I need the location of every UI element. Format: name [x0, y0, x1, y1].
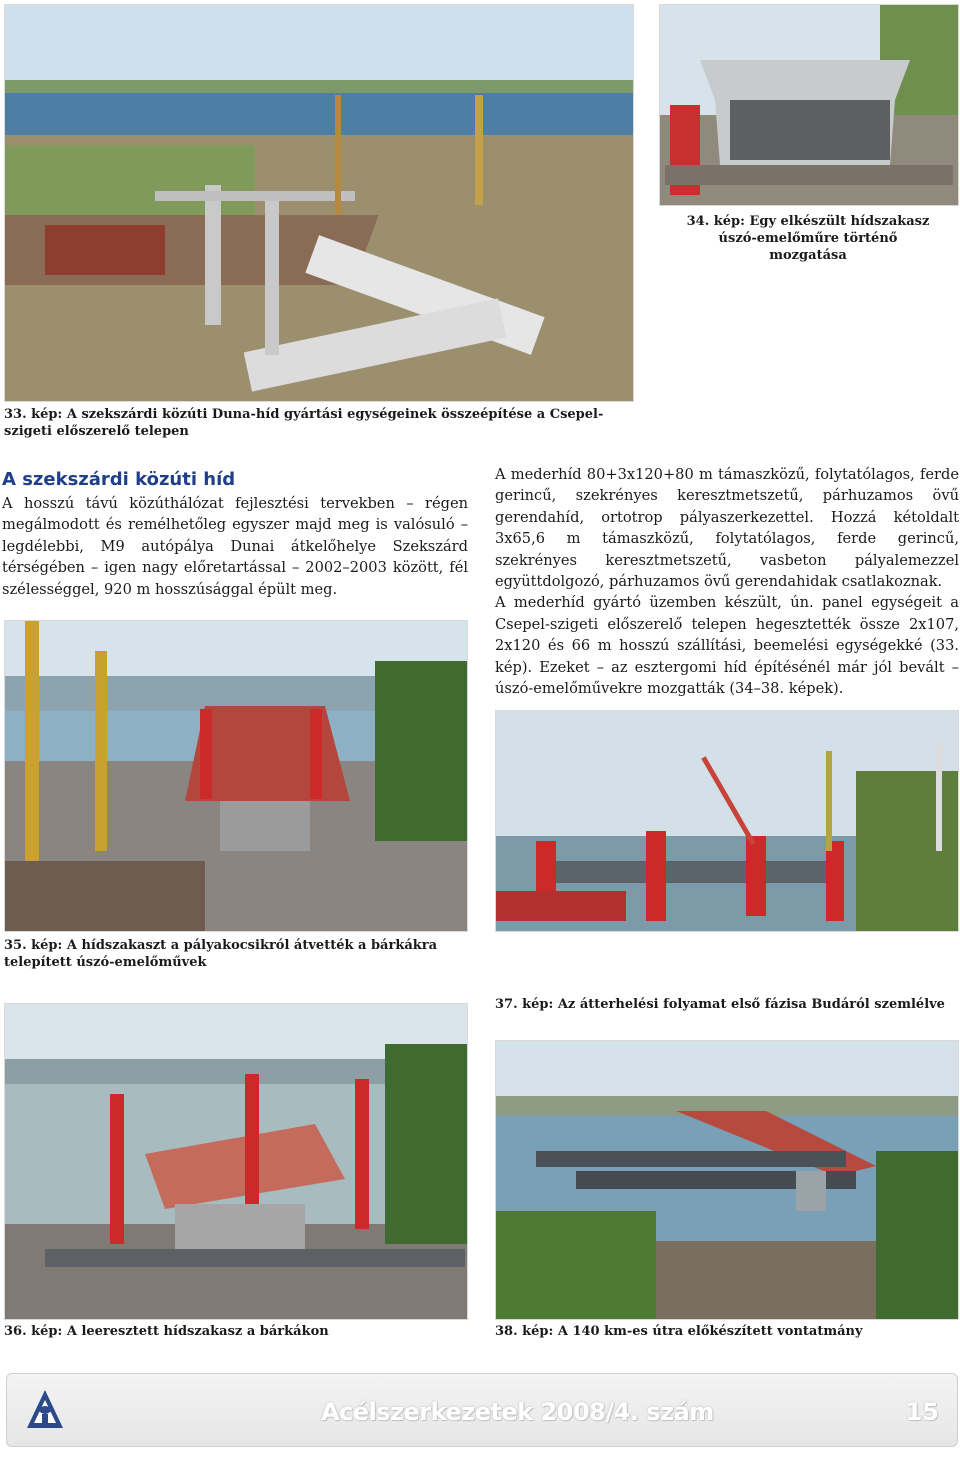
photo-36-lowered-section [4, 1003, 468, 1320]
article-title: A szekszárdi közúti híd [2, 469, 236, 490]
caption-34-line-3: mozgatása [769, 248, 847, 263]
caption-34 [659, 213, 957, 264]
magazine-name: Acélszerkezetek 2008/4. szám [321, 1398, 714, 1426]
caption-36: 36. kép: A leeresztett hídszakasz a bárkákon [4, 1324, 329, 1339]
photo-34-bridge-section [659, 4, 959, 206]
caption-35 [4, 937, 474, 971]
publisher-logo-icon [25, 1388, 65, 1432]
photo-33-assembly-yard [4, 4, 634, 402]
caption-34-line-2: úszó-emelőműre történő [718, 231, 898, 246]
article-right-paragraph-2: A mederhíd gyártó üzemben készült, ún. panel egységeit a Csepel-szigeti előszerelő telepen hegesztették össze 2x107, 2x120 és 66 m hosszú szállítási, beemelési egységekké (33. kép). Ezeket – az esztergomi híd építésénél már jól bevált – úszó-emelőművekre mozgatták (34–38. képek). [495, 594, 959, 698]
caption-34-line-1: 34. kép: Egy elkészült hídszakasz [686, 214, 930, 229]
page-number: 15 [905, 1398, 939, 1426]
caption-35-line-2: telepített úszó-emelőművek [4, 955, 207, 970]
article-right-paragraph-1: A mederhíd 80+3x120+80 m támaszközű, folytatólagos, ferde gerincű, szekrényes keresztmetszetű, párhuzamos övű gerendahíd, ortotrop pályaszerkezettel. Hozzá kétoldalt 3x65,6 m támaszközű, folytatólagos, ferde gerincű, szekrényes keresztmetszetű, vasbeton pályalemezzel együttdolgozó, párhuzamos övű gerendahidak csatlakoznak. [495, 466, 959, 591]
caption-38: 38. kép: A 140 km-es útra előkészített vontatmány [495, 1324, 863, 1339]
photo-37-transfer-phase [495, 710, 959, 932]
caption-37: 37. kép: Az átterhelési folyamat első fázisa Budáról szemlélve [495, 997, 945, 1012]
article-left-paragraph: A hosszú távú közúthálózat fejlesztési tervekben – régen megálmodott és remélhetőleg egyszer majd meg is valósuló – legdélebbi, M9 autópálya Dunai átkelőhelye Szekszárd térségében – igen nagy előretartással – 2002–2003 között, fél szélességgel, 920 m hosszúsággal épült meg. [2, 495, 468, 598]
photo-35-floating-lifts [4, 620, 468, 932]
article-right-column [495, 464, 959, 699]
page-footer [6, 1373, 958, 1447]
caption-33: 33. kép: A szekszárdi közúti Duna-híd gyártási egységeinek összeépítése a Csepel-szigeti előszerelő telepen [4, 407, 604, 439]
article-left-column [2, 493, 468, 600]
photo-38-convoy [495, 1040, 959, 1320]
caption-35-line-1: 35. kép: A hídszakaszt a pályakocsikról átvették a bárkákra [4, 938, 438, 953]
